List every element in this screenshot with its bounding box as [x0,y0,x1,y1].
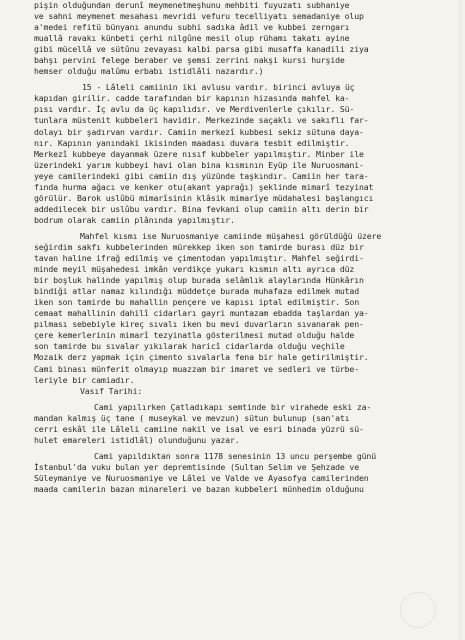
text-line: kapıdan girilir. cadde tarafından bir kapının hizasında mahfel ka- [34,93,350,104]
paragraph-start-line: Cami yapılırken Çatladıkapı semtinde bir virahede eski za- [94,401,372,412]
text-line: ve sahni meymenet mesahası mevridi vefuru tecelliyatı semadaniye olup [34,11,364,22]
paragraph-start-line: Cami yapıldıktan sonra 1178 senesinin 13 uncu perşembe günü [94,450,376,461]
text-line: maada camilerin bazan minareleri ve bazan kubbeleri münhedim olduğunu [34,483,364,494]
text-line: Cami binası münferit olmayıp muazzam bir imaret ve sedleri ve türbe- [34,363,359,374]
paragraph-start-line: Mahfel kısmı ise Nuruosmaniye camiinde müşahesi görüldüğü üzere [80,230,382,241]
text-line: tavan haline ifrağ edilmiş ve çimentodan yapılmıştır. Mahfel seğirdi- [34,253,364,264]
text-line: bir boşluk halinde yapılmış olup burada selâmlık alaylarında Hünkârın [34,275,364,286]
text-line: pılması sebebiyle kireç sıvalı iken bu mevi duvarların sıvanarak pen- [34,319,364,330]
text-line: dolayı bir şadırvan vardır. Camiin merkezî kubbesi sekiz sütuna daya- [34,126,364,137]
document-text [34,0,454,495]
text-line: cerri eskâl ile Lâleli camiine nakil ve isal ve esri binada yüzrü sü- [34,423,364,434]
text-line: pısı vardır. İç avlu da üç kapılıdır. ve Merdivenlerle çıkılır. Sü- [34,104,355,115]
text-line: son tamirde bu sıvalar yıkılarak haricî cidarlarda olduğu veçhile [34,341,345,352]
text-line: gibi mücellâ ve sütûnu zevayası kalbi parsa gibi musaffa kanadili ziya [34,44,369,55]
text-line: iken son tamirde bu mahallin pençere ve kapısı iptal edilmiştir. Son [34,297,359,308]
text-line: görülür. Barok uslûbü mimarîsinin klâsik mimarîye müdahalesi başlangıcı [34,192,374,203]
text-line: bindiği atlar namaz kılındığı müddetçe burada muhafaza edilmek mutad [34,286,359,297]
text-line: üzerindeki yarım kubbeyi havi olan bina kısmının Eyüp ile Nuruosmani- [34,159,364,170]
text-line: pişin olduğundan derunî meymenetmeşhunu mehbiti fuyuzatı subhaniye [34,0,350,10]
text-line: addedilecek bir uslûbu vardır. Bina fevkani olup camiin altı derin bir [34,203,369,214]
text-line: hulet emareleri istidlâl) olunduğunu yazar. [34,434,240,445]
text-line: tunlara müstenit kubbeleri havidir. Merkezinde saçaklı ve sakıflı far- [34,115,369,126]
text-line: nır. Kapının yanındaki ikisinden maadası duvara tesbit edilmiştir. [34,137,350,148]
text-line: İstanbul'da vuku bulan yer depremtisinde (Sultan Selim ve Şehzade ve [34,461,359,472]
text-line: muallâ ravakı künbeti çerhi nilgûne mesil olup rühamı takatı ayine [34,33,350,44]
section-heading: Vasıf Tarihi: [80,385,143,396]
text-line: mandan kalmış üç tane ( museykal ve mevzun) sütun bulunup (san'atı [34,412,350,423]
text-line: Mozaik derz yapmak için çimento sıvalarla fena bir hale getirilmiştir. [34,352,369,363]
text-line: çere kemerlerinin mimarî tezyinatla gösterilmesi mutad olduğu halde [34,330,355,341]
text-line: yeye camilerindeki gibi camiin dış yüzünde taşkındır. Camiin her tara- [34,170,369,181]
text-line: seğirdim sakfı kubbelerinden mürekkep iken son tamirde burası düz bir [34,241,364,252]
text-line: leriyle bir camiadır. [34,374,135,385]
section-15-line: 15 - Lâleli camiinin iki avlusu vardır. birinci avluya üç [82,82,355,93]
text-line: bodrum olarak camiin plânında yapılmıştır. [34,214,235,225]
text-line: hemser olduğu malûmu erbabı istidlâli nazardır.) [34,66,264,77]
text-line: cemaat mahallinin dahilî cidarları gayri muntazam ebadda taşlardan ya- [34,308,369,319]
faint-stamp-mark [400,592,436,628]
page-edge-shadow [459,0,465,640]
text-line: minde meyil müşahedesi imkân verdikçe yukarı kısmın altı ayrıca düz [34,264,355,275]
text-line: fında hurma ağacı ve kenker otu(akant yaprağı) şeklinde mimarî tezyinat [34,181,374,192]
text-line: a'medei refitü bünyanı anundu subhi sadıka âdil ve kubbei zerngarı [34,22,350,33]
text-line: Merkezî kubbeye dayanmak üzere nısıf kubbeler yapılmıştır. Minber ile [34,148,364,159]
text-line: bahşı pervini felege beraber ve şemsi zerrini nakşi kursi hurşide [34,55,345,66]
text-line: Süleymaniye ve Nuruosmaniye ve Lâlei ve Valde ve Ayasofya camilerinden [34,472,369,483]
